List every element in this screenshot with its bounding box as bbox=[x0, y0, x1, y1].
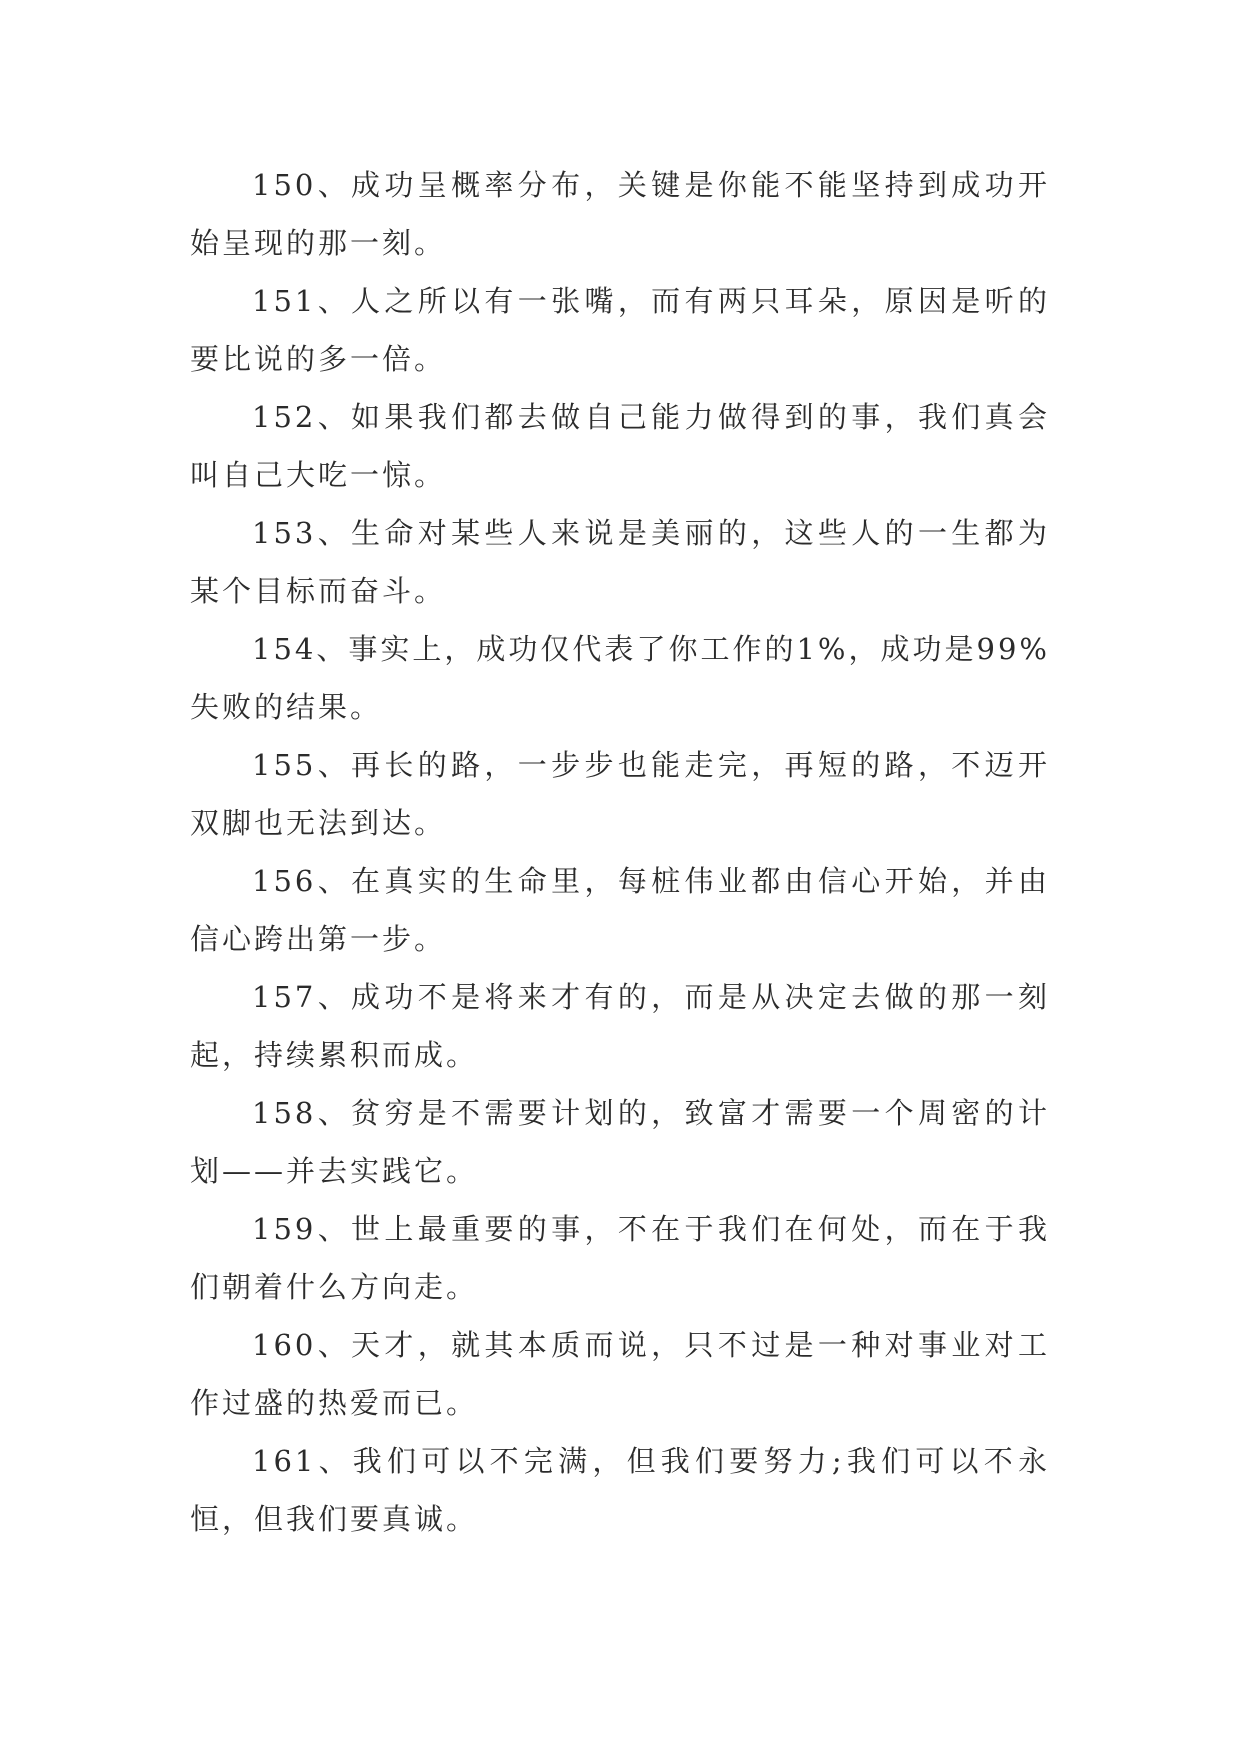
quote-paragraph-160: 160、天才，就其本质而说，只不过是一种对事业对工作过盛的热爱而已。 bbox=[190, 1328, 1050, 1420]
document-body bbox=[190, 156, 1050, 1548]
quote-paragraph-152: 152、如果我们都去做自己能力做得到的事，我们真会叫自己大吃一惊。 bbox=[190, 400, 1050, 492]
quote-paragraph-155: 155、再长的路，一步步也能走完，再短的路，不迈开双脚也无法到达。 bbox=[190, 748, 1050, 840]
quote-paragraph-150: 150、成功呈概率分布，关键是你能不能坚持到成功开始呈现的那一刻。 bbox=[190, 168, 1050, 260]
quote-paragraph-154: 154、事实上，成功仅代表了你工作的1%，成功是99%失败的结果。 bbox=[190, 632, 1050, 724]
quote-paragraph-159: 159、世上最重要的事，不在于我们在何处，而在于我们朝着什么方向走。 bbox=[190, 1212, 1050, 1304]
quote-paragraph-151: 151、人之所以有一张嘴，而有两只耳朵，原因是听的要比说的多一倍。 bbox=[190, 284, 1050, 376]
quote-paragraph-157: 157、成功不是将来才有的，而是从决定去做的那一刻起，持续累积而成。 bbox=[190, 980, 1050, 1072]
quote-paragraph-156: 156、在真实的生命里，每桩伟业都由信心开始，并由信心跨出第一步。 bbox=[190, 864, 1050, 956]
quote-paragraph-161: 161、我们可以不完满，但我们要努力;我们可以不永恒，但我们要真诚。 bbox=[190, 1444, 1050, 1536]
quote-paragraph-158: 158、贫穷是不需要计划的，致富才需要一个周密的计划——并去实践它。 bbox=[190, 1096, 1050, 1188]
quote-paragraph-153: 153、生命对某些人来说是美丽的，这些人的一生都为某个目标而奋斗。 bbox=[190, 516, 1050, 608]
